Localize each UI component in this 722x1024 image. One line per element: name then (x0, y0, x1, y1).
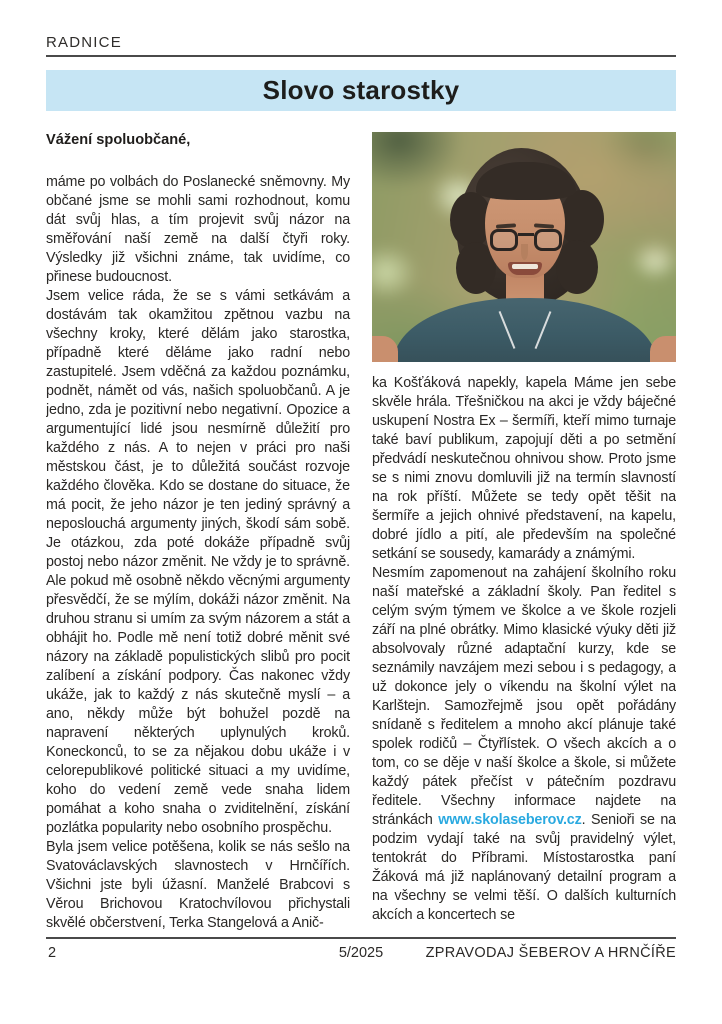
hair-curl (556, 240, 598, 294)
page-title: Slovo starostky (262, 75, 460, 105)
right-column (372, 132, 676, 937)
salutation: Vážení spoluobčané, (46, 132, 191, 148)
glasses-bridge (518, 233, 534, 236)
arm (372, 336, 398, 362)
article-body (46, 132, 676, 937)
teeth (512, 264, 538, 269)
mayor-figure (372, 132, 676, 362)
left-column-text (46, 173, 350, 933)
mayor-photo (372, 132, 676, 362)
issue-number: 5/2025 (338, 945, 384, 961)
paragraph: ka Košťáková napekly, kapela Máme jen sebe skvěle hrála. Třešničkou na akci je vždy báječné uskupení Nostra Ex – šermíři, kteří mimo turnaje také baví publikum, zapojují děti a po setmění předvádí neskutečnou ohnivou show. Proto jsme se s nimi znovu domluvili již na termín slavností na rok příští. Můžete se tedy opět těšit na šermíře a jejich ohnivé představení, na kapelu, dobré jídlo a pití, ale především na společné setkání se sousedy, kamarády a známými. (372, 375, 676, 562)
publication-name: ZPRAVODAJ ŠEBEROV A HRNČÍŘE (425, 945, 676, 961)
teal-blouse (394, 298, 656, 362)
header-rule (46, 55, 676, 57)
paragraph: Nesmím zapomenout na zahájení školního roku naší mateřské a základní školy. Pan ředitel s celým svým týmem ve školce a ve škole rozjeli září na plné obrátky. Mimo klasické výuky děti již absolvovaly různé adaptační kurzy, kde se seznámily navzájem mezi sebou i s pedagogy, a už dokonce jely o víkendu na školní výlet na Karlštejn. Samozřejmě jsou opět pořádány snídaně s ředitelem a mnoho akcí plánuje také spolek rodičů – Čtyřlístek. O všech akcích a o tom, co se děje v naší školce a škole, si můžete každý pátek přečíst v pátečním pozdravu ředitele. Všechny informace najdete na stránkách www.skolaseberov.cz. Senioři se na podzim vydají také na svůj pravidelný výlet, tentokrát do Příbrami. Místostarostka paní Žáková má již naplánovaný detailní program a na všechny se velmi těší. O dalších kulturních akcích a koncertech se (372, 565, 676, 923)
paragraph: Byla jsem velice potěšena, kolik se nás sešlo na Svatováclavských slavnostech v Hrnčířích. Všichni jste byli úžasní. Manželé Brabcovi s Věrou Brichovou Kratochvílovou přichystali skvělé občerstvení, Terka Stangelová a Anič- (46, 839, 350, 931)
glasses-lens (490, 229, 518, 251)
hair-curl (560, 190, 604, 248)
page-number: 2 (48, 945, 57, 961)
glasses-lens (534, 229, 562, 251)
section-kicker: RADNICE (46, 34, 122, 51)
right-column-text (372, 374, 676, 925)
nose (521, 244, 528, 260)
arm (650, 336, 676, 362)
school-website-link[interactable]: www.skolaseberov.cz (438, 812, 582, 828)
smile (508, 262, 542, 275)
title-banner (46, 70, 676, 111)
footer-rule (46, 937, 676, 939)
page-footer (46, 945, 676, 965)
paragraph: Jsem velice ráda, že se s vámi setkávám a dostávám tak okamžitou zpětnou vazbu na všechny kroky, které dělám jako starostka, případně které děláme jako radní nebo zastupitelé. Jsem vděčná za každou poznámku, podnět, námět od vás, našich spoluobčanů. A je jedno, zda je pozitivní nebo negativní. Opozice a argumentující lidé jsou nesmírně důležití pro každého z nás. A to nejen v práci pro naši městskou část, je to důležitá součást rozvoje každého člověka. Kdo se dostane do situace, že má pocit, že jeho názor je ten jediný správný a neposlouchá argumenty jiných, škodí sám sobě. Je otázkou, zda poté dokáže případně svůj postoj nebo názor změnit. Ne vždy je to správně. Ale pokud mě osobně někdo věcnými argumenty přesvědčí, že se mýlím, dokáži názor změnit. Na druhou stranu si umím za svým názorem a stát a obhájit ho. Podle mě není totiž dobré měnit své názory na základě populistických slibů pro pocit zalíbení a získání podpory. Čas nakonec vždy ukáže, jak to každý z nás skutečně myslí – a ano, někdy může být bohužel pozdě na napravení některých uplynulých kroků. Koneckonců, to se za nějakou dobu ukáže i v celorepublikové politické situaci a my uvidíme, koho do vedení země vede snaha lidem pomáhat a koho snaha o zviditelnění, získání pozlátka popularity nebo osobního prospěchu. (46, 288, 350, 836)
paragraph: máme po volbách do Poslanecké sněmovny. My občané jsme se mohli sami rozhodnout, komu dát svůj hlas, a tím projevit svůj názor na směřování naší země na další čtyři roky. Výsledky již všichni známe, tak uvidíme, co přinese budoucnost. (46, 174, 350, 285)
left-column (46, 132, 350, 937)
